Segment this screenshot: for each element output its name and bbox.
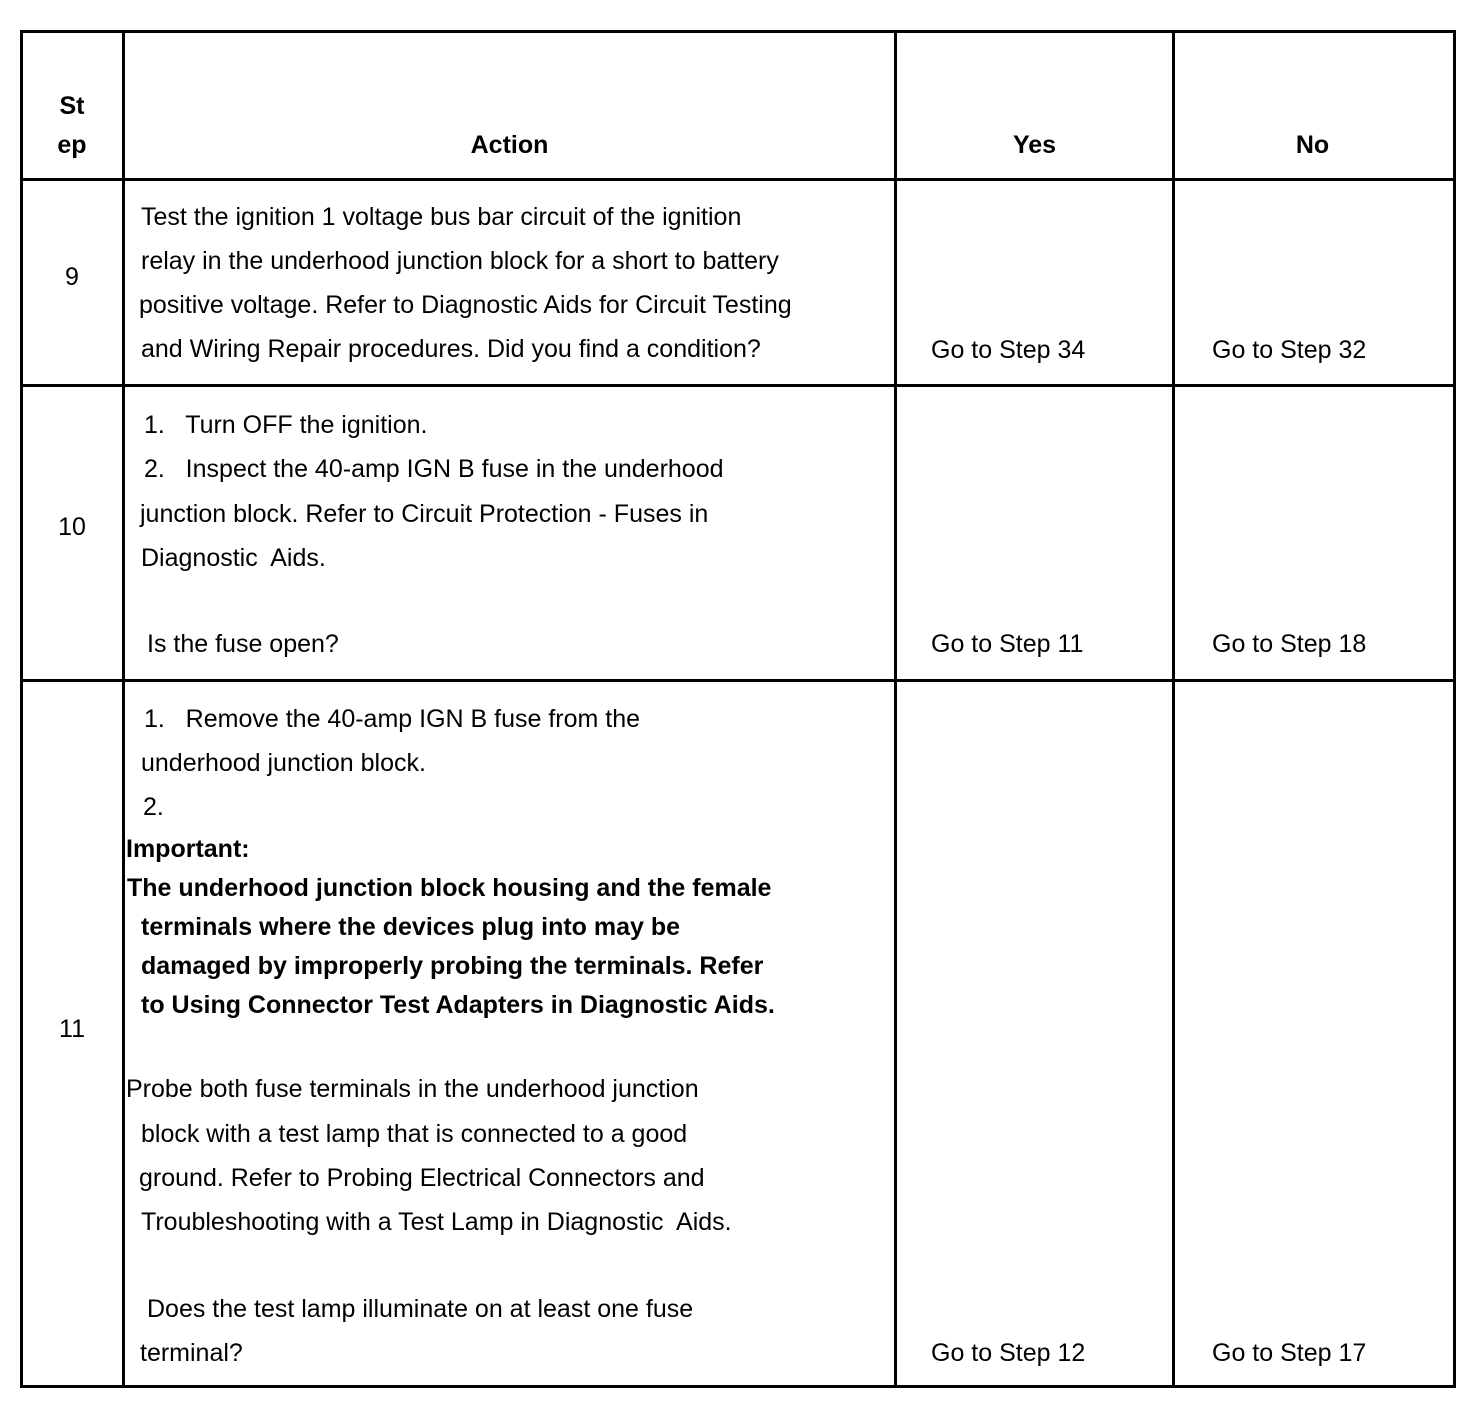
step-number: 9 [65, 263, 79, 291]
header-step [23, 87, 121, 165]
column-divider [894, 33, 897, 1385]
action-line: 1. Turn OFF the ignition. [144, 411, 428, 439]
action-line: 2. [143, 793, 164, 821]
action-line: relay in the underhood junction block for a short to battery [141, 247, 779, 275]
action-line: Does the test lamp illuminate on at least one fuse [147, 1295, 694, 1323]
no-result: Go to Step 18 [1212, 630, 1367, 658]
header-step-line1: St [59, 92, 85, 120]
row-divider [23, 679, 1453, 682]
column-divider [1172, 33, 1175, 1385]
yes-result: Go to Step 34 [931, 336, 1086, 364]
action-line: Diagnostic Aids. [141, 544, 326, 572]
no-result: Go to Step 17 [1212, 1339, 1367, 1367]
step-number: 11 [59, 1015, 85, 1043]
header-no: No [1295, 131, 1330, 159]
diagnostic-table [20, 30, 1456, 1388]
yes-result: Go to Step 12 [931, 1339, 1086, 1367]
action-line: Is the fuse open? [147, 630, 339, 658]
action-line: terminal? [140, 1339, 243, 1367]
action-line: Test the ignition 1 voltage bus bar circuit of the ignition [141, 203, 742, 231]
action-line: 1. Remove the 40-amp IGN B fuse from the [144, 705, 641, 733]
row-divider [23, 178, 1453, 181]
action-line: and Wiring Repair procedures. Did you find a condition? [141, 335, 761, 363]
important-line: The underhood junction block housing and the female [127, 874, 772, 902]
yes-result: Go to Step 11 [931, 630, 1084, 658]
header-yes: Yes [1012, 131, 1057, 159]
important-label: Important: [126, 835, 250, 863]
header-action: Action [470, 131, 549, 159]
row-divider [23, 384, 1453, 387]
step-number: 10 [58, 513, 86, 541]
column-divider [122, 33, 125, 1385]
action-line: positive voltage. Refer to Diagnostic Aids for Circuit Testing [139, 291, 792, 319]
action-line: underhood junction block. [141, 749, 426, 777]
action-line: 2. Inspect the 40-amp IGN B fuse in the underhood [144, 455, 724, 483]
action-line: junction block. Refer to Circuit Protection - Fuses in [140, 500, 709, 528]
important-line: damaged by improperly probing the terminals. Refer [141, 952, 764, 980]
no-result: Go to Step 32 [1212, 336, 1367, 364]
important-line: terminals where the devices plug into may be [141, 913, 681, 941]
action-line: Troubleshooting with a Test Lamp in Diagnostic Aids. [141, 1208, 732, 1236]
header-step-line2: ep [57, 131, 87, 159]
action-line: ground. Refer to Probing Electrical Connectors and [139, 1164, 705, 1192]
action-line: block with a test lamp that is connected to a good [141, 1120, 688, 1148]
important-line: to Using Connector Test Adapters in Diagnostic Aids. [141, 991, 775, 1019]
action-line: Probe both fuse terminals in the underhood junction [126, 1075, 699, 1103]
